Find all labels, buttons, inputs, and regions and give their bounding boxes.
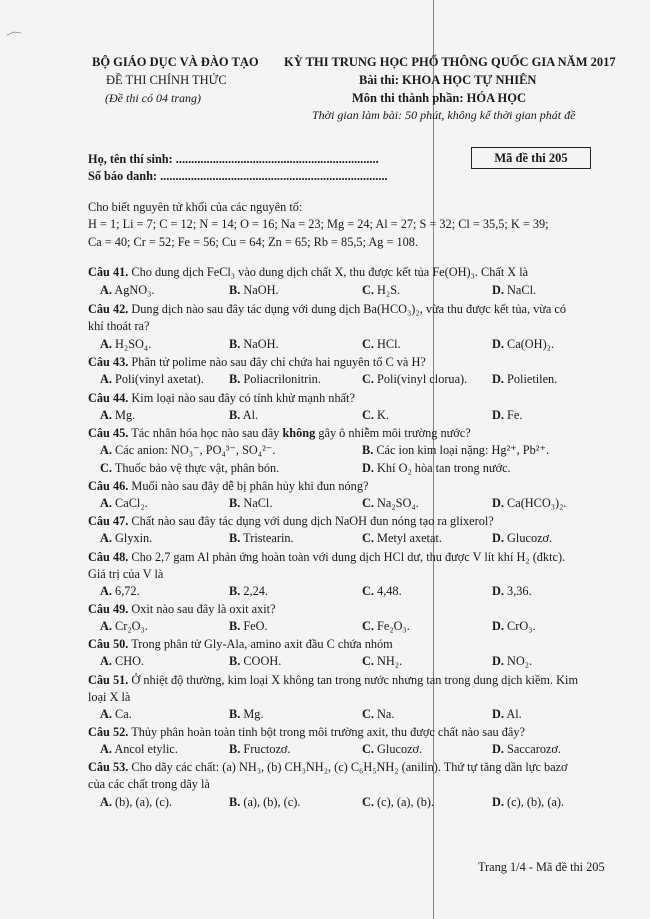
question-53: Câu 53. Cho dãy các chất: (a) NH₃, (b) CH₃NH₂, (c) C₆H₅NH₂ (anilin). Thứ tự tăng dần lực bazơ của các chất trong dãy là — [88, 760, 568, 791]
time-note: Thời gian làm bài: 50 phút, không kể thời gian phát đề — [312, 108, 576, 122]
scan-mark — [6, 30, 26, 36]
question-49: Câu 49. Oxit nào sau đây là oxit axit? — [88, 602, 276, 616]
question-46-options: A. CaCl₂. B. NaCl. C. Na₂SO₄. D. Ca(HCO₃)₂. — [100, 496, 567, 510]
exam-code-box: Mã đề thi 205 — [471, 147, 591, 169]
question-47: Câu 47. Chất nào sau đây tác dụng với dung dịch NaOH đun nóng tạo ra glixerol? — [88, 514, 494, 528]
question-48: Câu 48. Cho 2,7 gam Al phản ứng hoàn toàn với dung dịch HCl dư, thu được V lít khí H₂ (đktc). Giá trị của V là — [88, 550, 566, 581]
question-50: Câu 50. Trong phân tử Gly-Ala, amino axit đầu C chứa nhóm — [88, 637, 393, 651]
question-51-options: A. Ca. B. Mg. C. Na. D. Al. — [100, 707, 522, 721]
component-subject: Môn thi thành phần: HÓA HỌC — [352, 91, 527, 105]
pages-note: (Đề thi có 04 trang) — [105, 91, 201, 105]
question-44: Câu 44. Kim loại nào sau đây có tính khử mạnh nhất? — [88, 391, 355, 405]
question-53-options: A. (b), (a), (c). B. (a), (b), (c). C. (c), (a), (b). D. (c), (b), (a). — [100, 795, 565, 809]
question-45-options-row-2: C. Thuốc bảo vệ thực vật, phân bón. D. Khí O₂ hòa tan trong nước. — [100, 461, 511, 475]
official-label: ĐỀ THI CHÍNH THỨC — [106, 73, 227, 87]
candidate-name-field: Họ, tên thí sinh: .................................................................. — [88, 152, 379, 166]
question-52-options: A. Ancol etylic. B. Fructozơ. C. Glucozơ. D. Saccarozơ. — [100, 742, 561, 756]
question-41-options: A. AgNO₃. B. NaOH. C. H₂S. D. NaCl. — [100, 283, 537, 297]
page-footer: Trang 1/4 - Mã đề thi 205 — [478, 860, 605, 874]
question-43-options: A. Poli(vinyl axetat). B. Poliacrilonitrin. C. Poli(vinyl clorua). D. Polietilen. — [100, 372, 558, 386]
question-48-options: A. 6,72. B. 2,24. C. 4,48. D. 3,36. — [100, 584, 532, 598]
atomic-mass-line-1: H = 1; Li = 7; C = 12; N = 14; O = 16; Na = 23; Mg = 24; Al = 27; S = 32; Cl = 35,5; K = 39; — [88, 217, 549, 231]
question-52: Câu 52. Thủy phân hoàn toàn tinh bột trong môi trường axit, thu được chất nào sau đây? — [88, 725, 525, 739]
question-43: Câu 43. Phân tử polime nào sau đây chỉ chứa hai nguyên tố C và H? — [88, 355, 426, 369]
question-49-options: A. Cr₂O₃. B. FeO. C. Fe₂O₃. D. CrO₃. — [100, 619, 536, 633]
question-41: Câu 41. Cho dung dịch FeCl₃ vào dung dịch chất X, thu được kết tủa Fe(OH)₃. Chất X là — [88, 265, 529, 279]
question-42: Câu 42. Dung dịch nào sau đây tác dụng với dung dịch Ba(HCO₃)₂, vừa thu được kết tủa, vừa có khí thoát ra? — [88, 302, 567, 333]
question-45-options-row-1: A. Các anion: NO₃⁻, PO₄³⁻, SO₄²⁻. B. Các ion kim loại nặng: Hg²⁺, Pb²⁺. — [100, 443, 550, 457]
question-44-options: A. Mg. B. Al. C. K. D. Fe. — [100, 408, 523, 422]
ministry-name: BỘ GIÁO DỤC VÀ ĐÀO TẠO — [92, 55, 259, 69]
question-50-options: A. CHO. B. COOH. C. NH₂. D. NO₂. — [100, 654, 533, 668]
question-47-options: A. Glyxin. B. Tristearin. C. Metyl axetat. D. Glucozơ. — [100, 531, 553, 545]
atomic-mass-line-2: Ca = 40; Cr = 52; Fe = 56; Cu = 64; Zn = 65; Rb = 85,5; Ag = 108. — [88, 235, 419, 249]
question-42-options: A. H₂SO₄. B. NaOH. C. HCl. D. Ca(OH)₂. — [100, 337, 555, 351]
question-51: Câu 51. Ở nhiệt độ thường, kim loại X không tan trong nước nhưng tan trong dung dịch kiềm. Kim loại X là — [88, 673, 579, 704]
question-46: Câu 46. Muối nào sau đây dễ bị phân hủy khi đun nóng? — [88, 479, 369, 493]
question-45: Câu 45. Tác nhân hóa học nào sau đây không gây ô nhiễm môi trường nước? — [88, 426, 471, 440]
atomic-mass-intro: Cho biết nguyên tử khối của các nguyên tố: — [88, 200, 303, 214]
subject-test: Bài thi: KHOA HỌC TỰ NHIÊN — [359, 73, 537, 87]
exam-title: KỲ THI TRUNG HỌC PHỔ THÔNG QUỐC GIA NĂM 2017 — [284, 55, 616, 69]
candidate-id-field: Số báo danh: .......................................................................... — [88, 169, 388, 183]
